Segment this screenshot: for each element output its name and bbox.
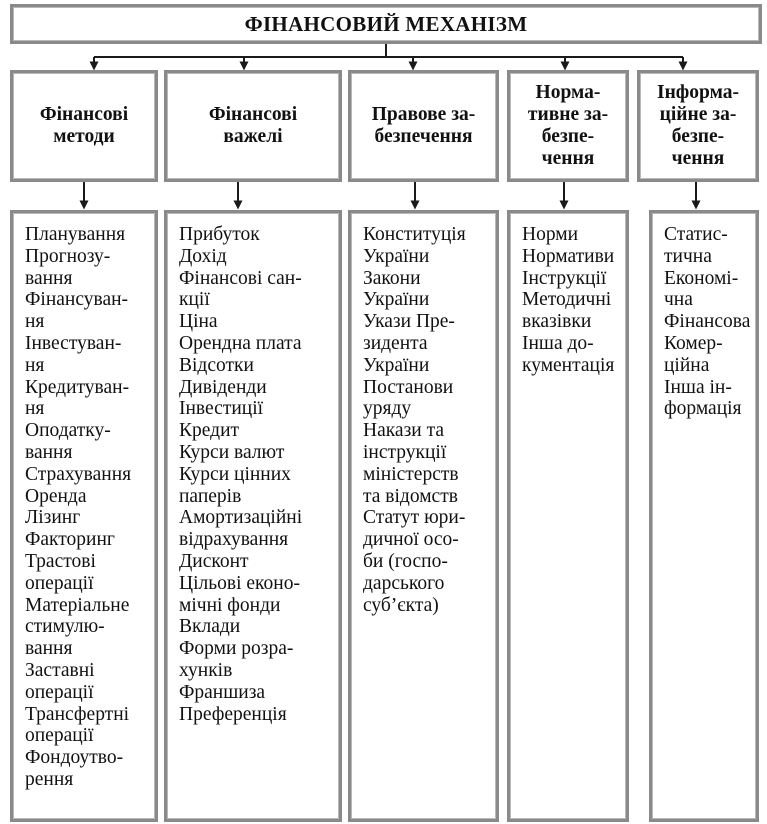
column-connectors [84,182,696,205]
title-connectors [94,44,683,66]
items-financial-levers: Прибуток Дохід Фінансові сан- кції Ціна Орендна плата Відсотки Дивіденди Інвестиції Кредит Курси валют Курси цінних паперів Амортизаційні відрахування Дисконт Цільові еконо- мічні фонди Вклади Форми розра- хунків Франшиза Преференція [164,210,342,822]
items-information-support: Статис- тична Економі- чна Фінансова Комер- ційна Інша ін- формація [649,210,759,822]
heading-financial-levers: Фінансові важелі [164,70,342,182]
items-financial-methods: Планування Прогнозу- вання Фінансуван- ня Інвестуван- ня Кредитуван- ня Оподатку- вання Страхування Оренда Лізинг Факторинг Трастові операції Матеріальне стимулю- вання Заставні операції Трансфертні операції Фондоутво- рення [10,210,158,822]
diagram-title: ФІНАНСОВИЙ МЕХАНІЗМ [10,4,762,44]
heading-financial-methods: Фінансові методи [10,70,158,182]
heading-legal-support: Правове за- безпечення [348,70,499,182]
heading-information-support: Інформа- ційне за- безпе- чення [637,70,759,182]
items-legal-support: Конституція України Закони України Укази Пре- зидента України Постанови уряду Накази та інструкції міністерств та відомств Статут юри- дичної осо- би (госпо- дарського суб’єкта) [348,210,499,822]
heading-normative-support: Норма- тивне за- безпе- чення [507,70,629,182]
items-normative-support: Норми Нормативи Інструкції Методичні вказівки Інша до- кументація [507,210,629,822]
